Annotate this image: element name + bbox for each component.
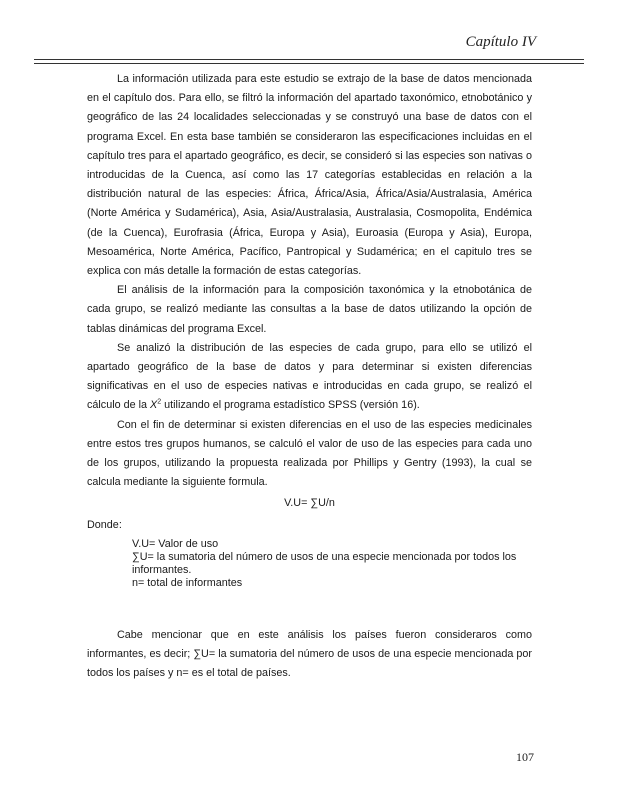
spacer	[87, 590, 532, 626]
page-number: 107	[516, 750, 534, 764]
definition-item: n= total de informantes	[132, 576, 243, 589]
header-rule-top	[34, 59, 584, 60]
paragraph-1: La información utilizada para este estudio se extrajo de la base de datos mencionada en el capítulo dos. Para ello, se filtró la información del apartado taxonómico, etnobotánico y geográfico de las 24 localidades seleccionadas y se construyó una base de datos con el programa Excel. En esta base también se consideraron las especificaciones incluidas en el capítulo tres para el apartado geográfico, es decir, se consideró si las especies son nativas o introducidas de la Cuenca, así como las 17 categorías establecidas en relación a la distribución natural de las especies: África, África/Asia, África/Asia/Australasia, América (Norte América y Sudamérica), Asia, Asia/Australasia, Australasia, Cosmopolita, Endémica (de la Cuenca), Eurofrasia (África, Europa y Asia), Euroasia (Europa y Asia), Europa, Mesoamérica, Norte América, Pacífico, Pantropical y Sudamérica; en el capitulo tres se explica con más detalle la formación de estas categorías.	[87, 73, 532, 278]
chi-variable: X	[150, 399, 158, 412]
paragraph-5: Cabe mencionar que en este análisis los países fueron consideraros como informantes, es decir; ∑U= la sumatoria del número de usos de una especie mencionada por todos los países y n= es el total de países.	[87, 628, 532, 680]
chi-exponent: 2	[157, 398, 162, 406]
definitions-list	[132, 538, 532, 590]
chapter-header: Capítulo IV	[465, 34, 536, 50]
paragraph-3-text-a: Se analizó la distribución de las especies de cada grupo, para ello se utilizó el apartado geográfico de la base de datos y para determinar si existen diferencias significativas en el uso de especies nativas e introducidas en cada grupo, se realizó el cálculo de la	[87, 341, 532, 412]
definition-item: ∑U= la sumatoria del número de usos de una especie mencionada por todos los informantes.	[132, 550, 517, 576]
definition-item: V.U= Valor de uso	[132, 537, 219, 550]
body-text	[87, 70, 532, 683]
donde-label: Donde:	[87, 518, 122, 531]
paragraph-2: El análisis de la información para la composición taxonómica y la etnobotánica de cada grupo, se realizó mediante las consultas a la base de datos utilizando la opción de tablas dinámicas del programa Excel.	[87, 284, 532, 335]
paragraph-3-text-b: utilizando el programa estadístico SPSS (versión 16).	[161, 399, 420, 412]
use-value-formula: V.U= ∑U/n	[284, 497, 335, 510]
paragraph-4: Con el fin de determinar si existen diferencias en el uso de las especies medicinales entre estos tres grupos humanos, se calculó el valor de uso de las especies para cada uno de los grupos, utilizando la propuesta realizada por Phillips y Gentry (1993), la cual se calcula mediante la siguiente formula.	[87, 418, 532, 489]
header-rule-bottom	[34, 63, 584, 64]
paragraph-3	[87, 339, 532, 416]
